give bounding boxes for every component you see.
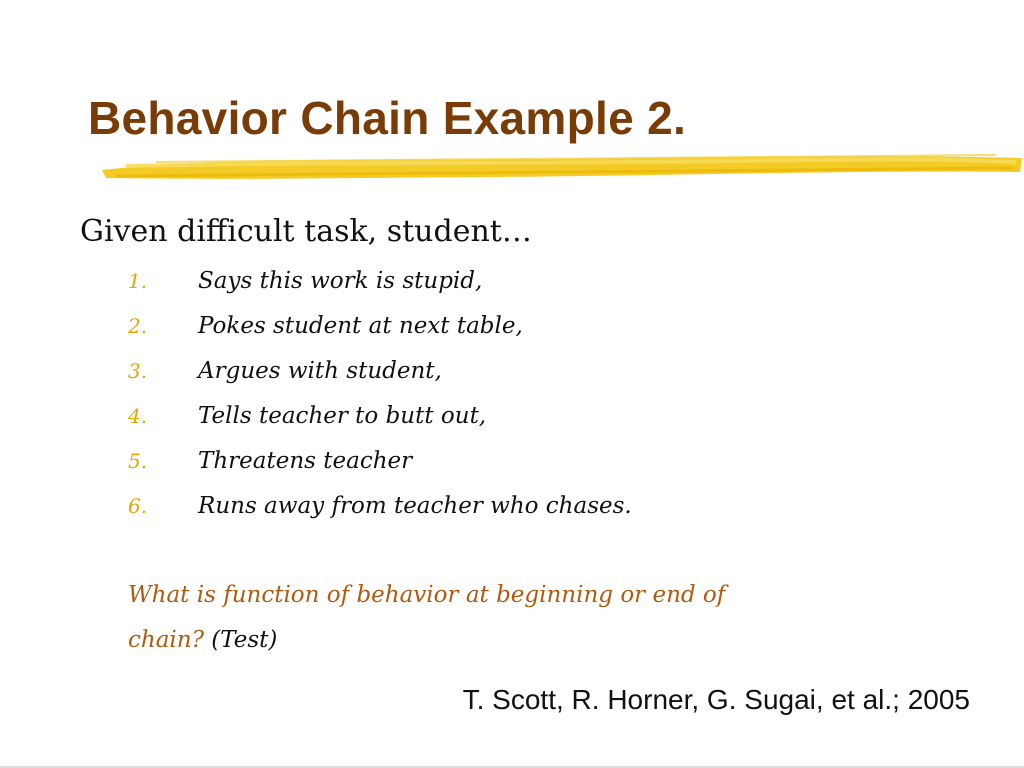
list-item-text: Threatens teacher bbox=[198, 447, 413, 474]
list-item bbox=[128, 393, 632, 438]
list-item-text: Runs away from teacher who chases. bbox=[198, 492, 632, 519]
list-item-number: 1. bbox=[128, 268, 148, 293]
list-item bbox=[128, 258, 632, 303]
discussion-question bbox=[128, 573, 748, 663]
list-item-number: 5. bbox=[128, 448, 148, 473]
list-item bbox=[128, 303, 632, 348]
list-item bbox=[128, 483, 632, 528]
citation: T. Scott, R. Horner, G. Sugai, et al.; 2005 bbox=[462, 684, 970, 715]
list-item-text: Argues with student, bbox=[198, 357, 442, 384]
slide-title: Behavior Chain Example 2. bbox=[88, 92, 687, 144]
list-item-number: 4. bbox=[128, 403, 148, 428]
title-highlight-stroke bbox=[96, 146, 1024, 188]
list-item-text: Tells teacher to butt out, bbox=[198, 402, 487, 429]
list-item-number: 2. bbox=[128, 313, 148, 338]
list-item-text: Pokes student at next table, bbox=[198, 312, 523, 339]
list-item-text: Says this work is stupid, bbox=[198, 267, 483, 294]
list-item-number: 6. bbox=[128, 493, 148, 518]
question-tag: (Test) bbox=[211, 627, 278, 653]
list-item-number: 3. bbox=[128, 358, 148, 383]
behavior-chain-list bbox=[128, 258, 632, 528]
lead-text: Given difficult task, student… bbox=[80, 214, 532, 249]
list-item bbox=[128, 438, 632, 483]
question-text: What is function of behavior at beginning or end of chain? bbox=[128, 582, 726, 653]
list-item bbox=[128, 348, 632, 393]
